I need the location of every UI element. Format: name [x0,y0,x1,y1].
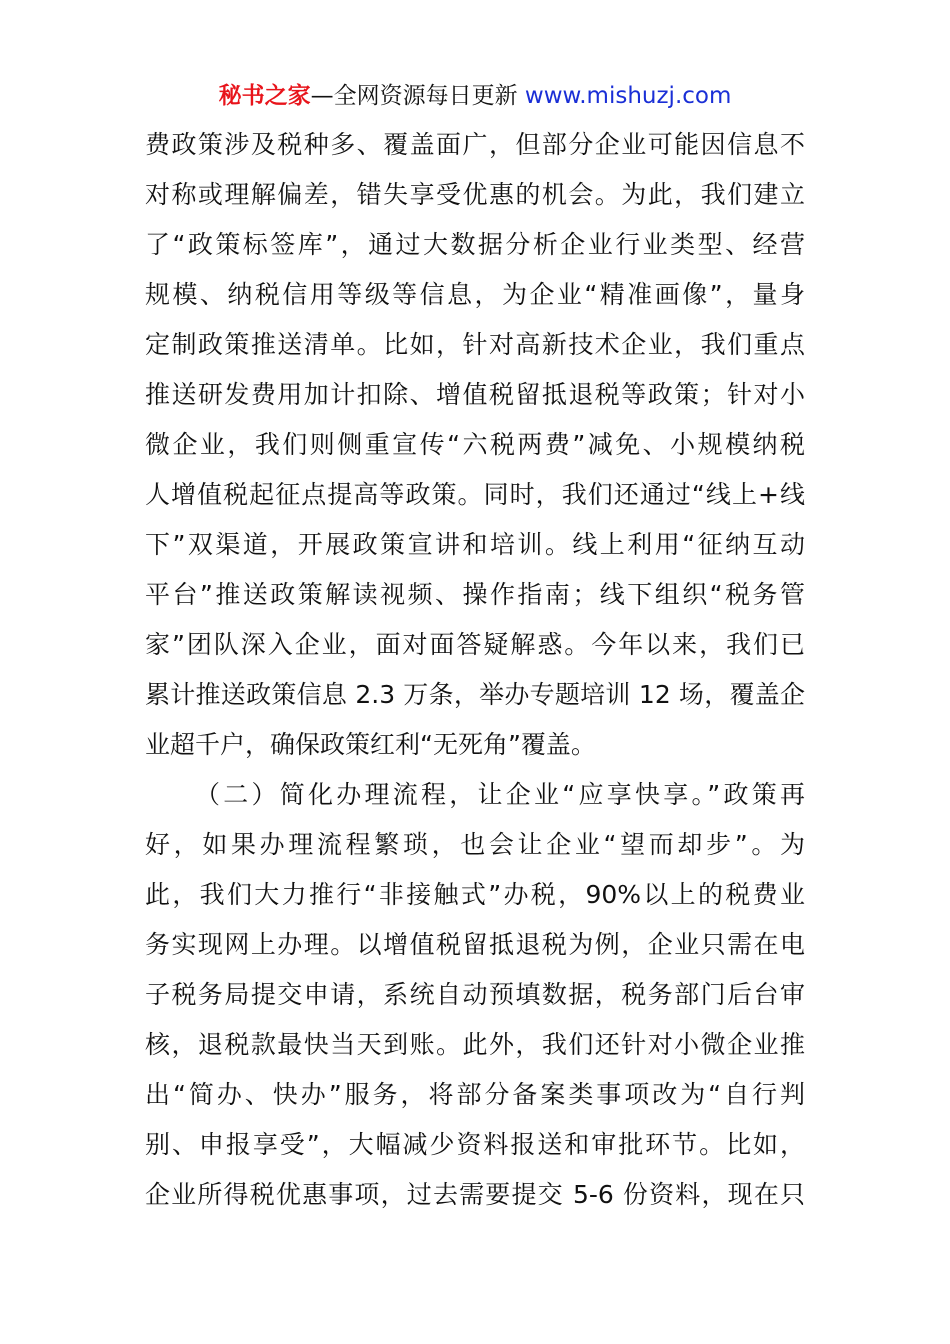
paragraph-last-line: 业超千户，确保政策红利“无死角”覆盖。 [145,730,596,759]
text-line: 别、申报享受”，大幅减少资料报送和审批环节。比如， [145,1130,805,1159]
text-line: 家”团队深入企业，面对面答疑解惑。今年以来，我们已 [145,630,805,659]
text-line: 平台”推送政策解读视频、操作指南；线下组织“税务管 [145,580,805,609]
text-line: 微企业，我们则侧重宣传“六税两费”减免、小规模纳税 [145,430,805,459]
text-line: 务实现网上办理。以增值税留抵退税为例，企业只需在电 [145,930,805,959]
text-line: 了“政策标签库”，通过大数据分析企业行业类型、经营 [145,230,805,259]
text-line: 定制政策推送清单。比如，针对高新技术企业，我们重点 [145,330,805,359]
text-line: 推送研发费用加计扣除、增值税留抵退税等政策；针对小 [145,380,805,409]
text-line: 企业所得税优惠事项，过去需要提交 5-6 份资料，现在只 [145,1180,805,1209]
site-brand: 秘书之家 [218,83,311,109]
text-line: 出“简办、快办”服务，将部分备案类事项改为“自行判 [145,1080,805,1109]
text-line: 累计推送政策信息 2.3 万条，举办专题培训 12 场，覆盖企 [145,680,805,709]
text-line: 核，退税款最快当天到账。此外，我们还针对小微企业推 [145,1030,805,1059]
text-line: 此，我们大力推行“非接触式”办税，90%以上的税费业 [145,880,805,909]
site-tagline: —全网资源每日更新 [310,83,518,109]
text-line: 对称或理解偏差，错失享受优惠的机会。为此，我们建立 [145,180,805,209]
text-line: 费政策涉及税种多、覆盖面广，但部分企业可能因信息不 [145,130,805,159]
site-url-link[interactable]: www.mishuzj.com [524,83,732,109]
text-line: 规模、纳税信用等级等信息，为企业“精准画像”，量身 [145,280,805,309]
text-line: 子税务局提交申请，系统自动预填数据，税务部门后台审 [145,980,805,1009]
document-body [145,120,805,1220]
page-header [0,80,950,112]
text-line: 下”双渠道，开展政策宣讲和培训。线上利用“征纳互动 [145,530,805,559]
text-line: 好，如果办理流程繁琐，也会让企业“望而却步”。为 [145,830,805,859]
section-heading-line: （二）简化办理流程，让企业“应享快享。”政策再 [195,780,805,809]
text-line: 人增值税起征点提高等政策。同时，我们还通过“线上+线 [145,480,805,509]
